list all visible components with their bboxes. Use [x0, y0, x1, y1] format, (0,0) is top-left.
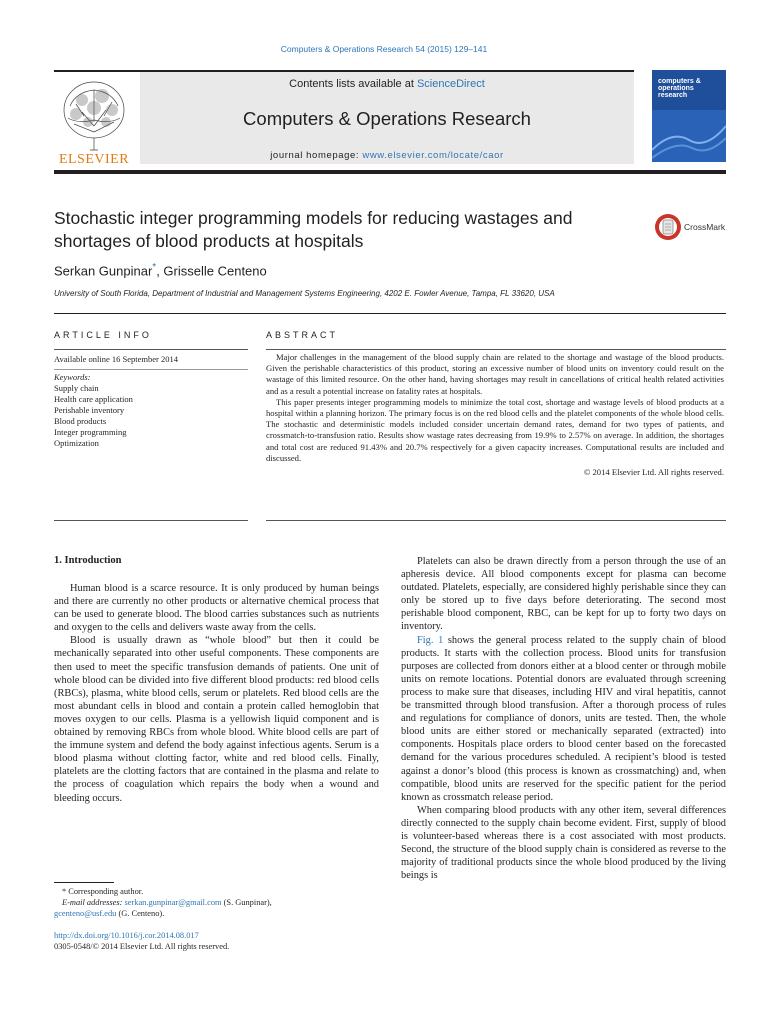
crossmark-label: CrossMark [684, 222, 726, 232]
email-owner: (S. Gunpinar), [221, 898, 272, 907]
header-bottom-rule [54, 170, 726, 174]
keyword-item: Supply chain [54, 383, 99, 393]
email-label: E-mail addresses: [62, 898, 125, 907]
author-list [54, 262, 267, 278]
body-paragraph: Platelets can also be drawn directly from a person through the use of an apheresis device. All blood components except for plasma can become outdated. Platelets, especially, are considered highly perishable since they can only be stored up to five days before deteriorating. The second most perishable blood component, RBC, can be kept for up to forty two days on inventory. [401, 556, 726, 633]
body-paragraph: Blood is usually drawn as “whole blood” but then it could be mechanically separated into other useful components. These components are then used to meet the specific transfusion demands of patients. One unit of whole blood can be divided into five different blood products: red blood cells (RBCs), plasma, white blood cells, serum or platelets. Red blood cells are the most abundant cells in blood and contain a protein called hemoglobin that moves oxygen to our cells. Plasma is a yellowish liquid component and is obtained by removing RBCs from whole blood. White blood cells are part of the immune system and defend the body against infectious agents. Serum is a blood plasma without clotting factor, white and red blood cells. Finally, platelets are the clotting factors that are contained in the plasma and relate to the process of coagulation which repairs the body when a wound and bleeding occurs. [54, 635, 379, 804]
contents-available-line [140, 78, 634, 90]
article-info-heading: ARTICLE INFO [54, 330, 152, 340]
body-paragraph: Human blood is a scarce resource. It is only produced by human beings and there are currently no other products or alternative chemical process that can be used to generate blood. The blood carries substances such as nutrients and oxygen to the cells and delivers waste away from the cells. [54, 583, 379, 634]
crossmark-icon [654, 212, 682, 242]
journal-title: Computers & Operations Research [243, 108, 531, 129]
abstract-heading: ABSTRACT [266, 330, 339, 340]
abstract-text [266, 352, 724, 478]
journal-homepage-line [140, 150, 634, 161]
author-name: Grisselle Centeno [163, 263, 267, 279]
cover-title: computers & operations research [658, 78, 701, 99]
keyword-item: Blood products [54, 416, 107, 426]
body-paragraph-text: shows the general process related to the supply chain of blood products. It starts with the collection process. Blood units for transfusion purposes are collected from donors either at a blood center or through mobile units on remote locations. Potential donors are evaluated through screening process to make sure that diseases, including HIV and viral hepatitis, cannot be transmitted through blood transfusion. After a thorough process of rules and regulations for compliance of donors, units are tested. Then, the whole blood units are either stored or mechanically separated (extracted) into components. Hospitals place orders to blood center based on the forecasted demand for the various procedures scheduled. A recipient’s blood is tested against a donor’s blood (this process is known as crossmatching) and, when compatible, blood units are reserved for the specific patient for the period known as crossmatch release period. [401, 634, 727, 803]
keyword-item: Health care application [54, 394, 133, 404]
footnote-rule [54, 882, 114, 883]
section-divider [54, 313, 726, 314]
keyword-item: Optimization [54, 438, 99, 448]
corresponding-author-mark[interactable]: * [152, 262, 157, 273]
email-addresses-line [54, 908, 379, 919]
available-online-date: Available online 16 September 2014 [54, 354, 179, 364]
issn-copyright: 0305-0548/© 2014 Elsevier Ltd. All rights reserved. [54, 942, 230, 951]
doi-link[interactable]: http://dx.doi.org/10.1016/j.cor.2014.08.017 [54, 931, 199, 940]
author-affiliation: University of South Florida, Department of Industrial and Management Systems Engineering, 4202 E. Fowler Avenue, Tampa, FL 33620, USA [54, 289, 555, 298]
body-column-left [54, 582, 379, 805]
figure-1-link[interactable]: Fig. 1 [417, 634, 444, 646]
journal-citation[interactable]: Computers & Operations Research 54 (2015) 129–141 [280, 44, 488, 54]
abstract-rule [266, 349, 726, 350]
keyword-item: Integer programming [54, 427, 127, 437]
homepage-link[interactable]: www.elsevier.com/locate/caor [362, 150, 504, 161]
homepage-prefix: journal homepage: [270, 150, 363, 161]
keyword-item: Perishable inventory [54, 405, 125, 415]
keywords-label: Keywords: [54, 372, 91, 382]
body-paragraph [401, 634, 726, 804]
keywords-block [54, 372, 133, 449]
section-heading-introduction: 1. Introduction [54, 555, 122, 566]
abstract-paragraph: This paper presents integer programming models to minimize the total cost, shortage and wastage levels of blood products at a hospital within a planning horizon. The primary focus is on the red blood cells and the platelet components of the whole blood cells. The stochastic and deterministic models included consider uncertain demand rates, demand for two types of patients, and crossmatch-to-transfusion ratio. Results show wastage rates decreasing from 19.9% to 2.57% on average. In addition, the shortages and total cost are reduced 91.43% and 20.7% respectively for a given capacity increases. Computational results are included and discussed. [266, 396, 724, 463]
abstract-copyright: © 2014 Elsevier Ltd. All rights reserved. [583, 467, 724, 478]
email-owner: (G. Centeno). [116, 909, 165, 918]
footnote [54, 886, 379, 919]
article-info-rule [54, 369, 248, 370]
email-addresses-line [54, 897, 379, 908]
email-link[interactable]: gcenteno@usf.edu [54, 909, 117, 918]
journal-cover-image [652, 70, 726, 162]
sciencedirect-link[interactable]: ScienceDirect [416, 78, 485, 90]
elsevier-tree-icon [54, 76, 134, 164]
body-column-right [401, 555, 726, 882]
author-separator: , [156, 263, 164, 279]
publisher-logo-text: ELSEVIER [58, 152, 130, 167]
contents-prefix: Contents lists available at [289, 78, 417, 90]
corresponding-author-note: * Corresponding author. [62, 887, 144, 896]
cover-graphic-icon [652, 110, 726, 162]
doi-block [54, 930, 229, 952]
email-link[interactable]: serkan.gunpinar@gmail.com [124, 898, 222, 907]
body-paragraph: When comparing blood products with any other item, several differences directly connected to the supply chain become evident. First, supply of blood is volunteer-based whereas there is a cost associated with most products. Second, the structure of the blood supply chain is considered as reverse to the majority of traditional products since the whole blood produced by the living beings is [401, 804, 726, 882]
author-name: Serkan Gunpinar [54, 263, 153, 279]
article-title: Stochastic integer programming models for reducing wastages and shortages of blood products at hospitals [54, 208, 573, 251]
abstract-rule [266, 520, 726, 521]
crossmark-badge[interactable] [654, 212, 728, 242]
abstract-paragraph: Major challenges in the management of the blood supply chain are related to the shortage and wastage of the blood products. Given the perishable characteristics of this product, storing an excessive number of blood units on inventory could result on the wastage of this limited resource. On the other hand, having shortages may result in cancellations of critical health related activities and as a result a potential increase on fatality rates at hospitals. [266, 352, 724, 396]
elsevier-logo [54, 76, 134, 167]
article-info-rule [54, 520, 248, 521]
article-info-rule [54, 349, 248, 350]
